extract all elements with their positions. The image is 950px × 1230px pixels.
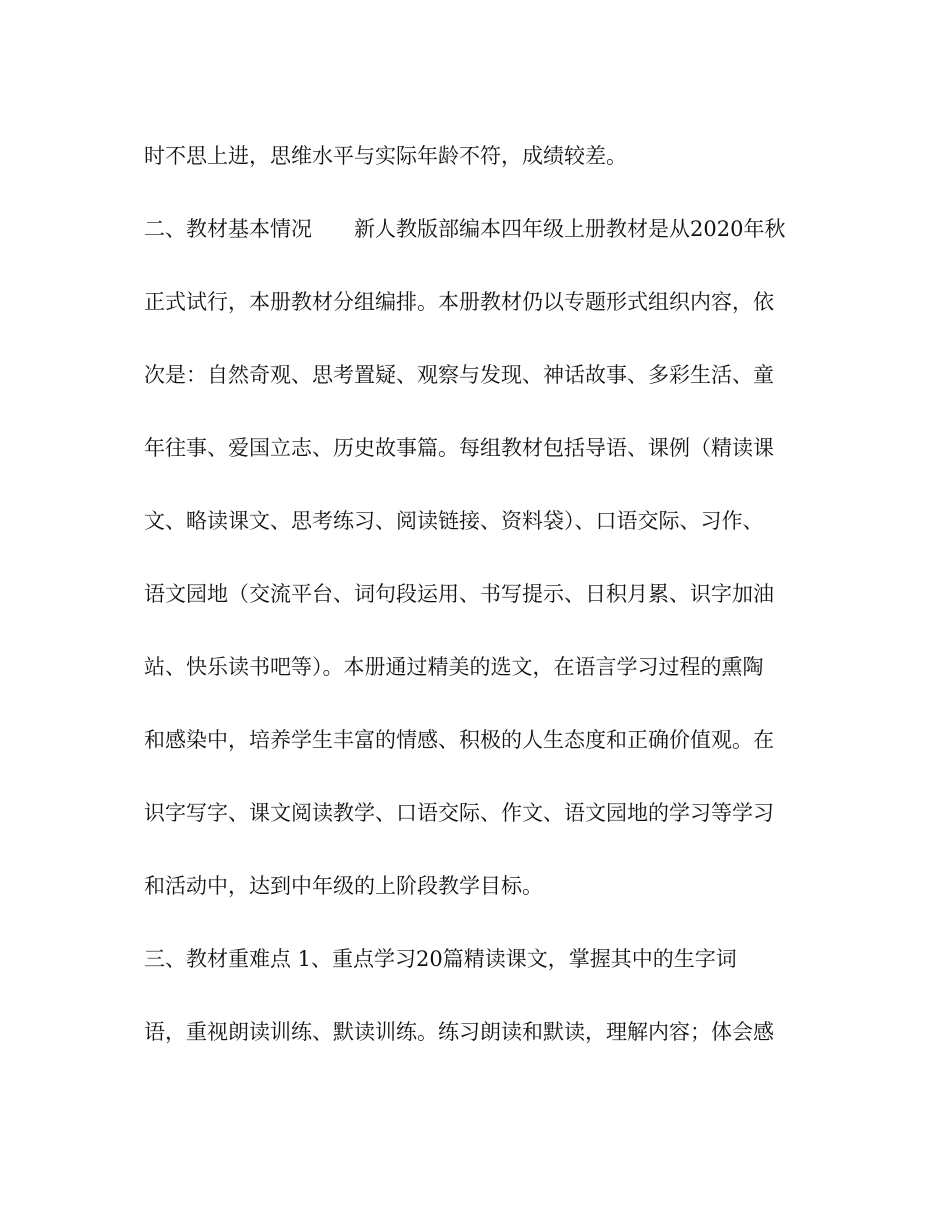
paragraph-line: 时不思上进，思维水平与实际年龄不符，成绩较差。 [144, 144, 627, 168]
paragraph-line: 文、略读课文、思考练习、阅读链接、资料袋）、口语交际、习作、 [144, 509, 764, 533]
paragraph-line: 次是：自然奇观、思考置疑、观察与发现、神话故事、多彩生活、童 [144, 363, 774, 387]
paragraph-line: 正式试行，本册教材分组编排。本册教材仍以专题形式组织内容，依 [144, 290, 774, 314]
paragraph-line: 识字写字、课文阅读教学、口语交际、作文、语文园地的学习等学习 [144, 801, 774, 825]
paragraph-line: 年往事、爱国立志、历史故事篇。每组教材包括导语、课例（精读课 [144, 436, 774, 460]
paragraph-line: 和活动中，达到中年级的上阶段教学目标。 [144, 874, 543, 898]
paragraph-line: 语，重视朗读训练、默读训练。练习朗读和默读，理解内容；体会感 [144, 1020, 774, 1044]
section-heading-line: 三、教材重难点 1、重点学习20篇精读课文，掌握其中的生字词 [144, 947, 737, 971]
paragraph-line: 站、快乐读书吧等）。本册通过精美的选文，在语言学习过程的熏陶 [144, 655, 764, 679]
section-heading-line: 二、教材基本情况 新人教版部编本四年级上册教材是从2020年秋 [144, 217, 786, 241]
paragraph-line: 和感染中，培养学生丰富的情感、积极的人生态度和正确价值观。在 [144, 728, 774, 752]
paragraph-line: 语文园地（交流平台、词句段运用、书写提示、日积月累、识字加油 [144, 582, 774, 606]
